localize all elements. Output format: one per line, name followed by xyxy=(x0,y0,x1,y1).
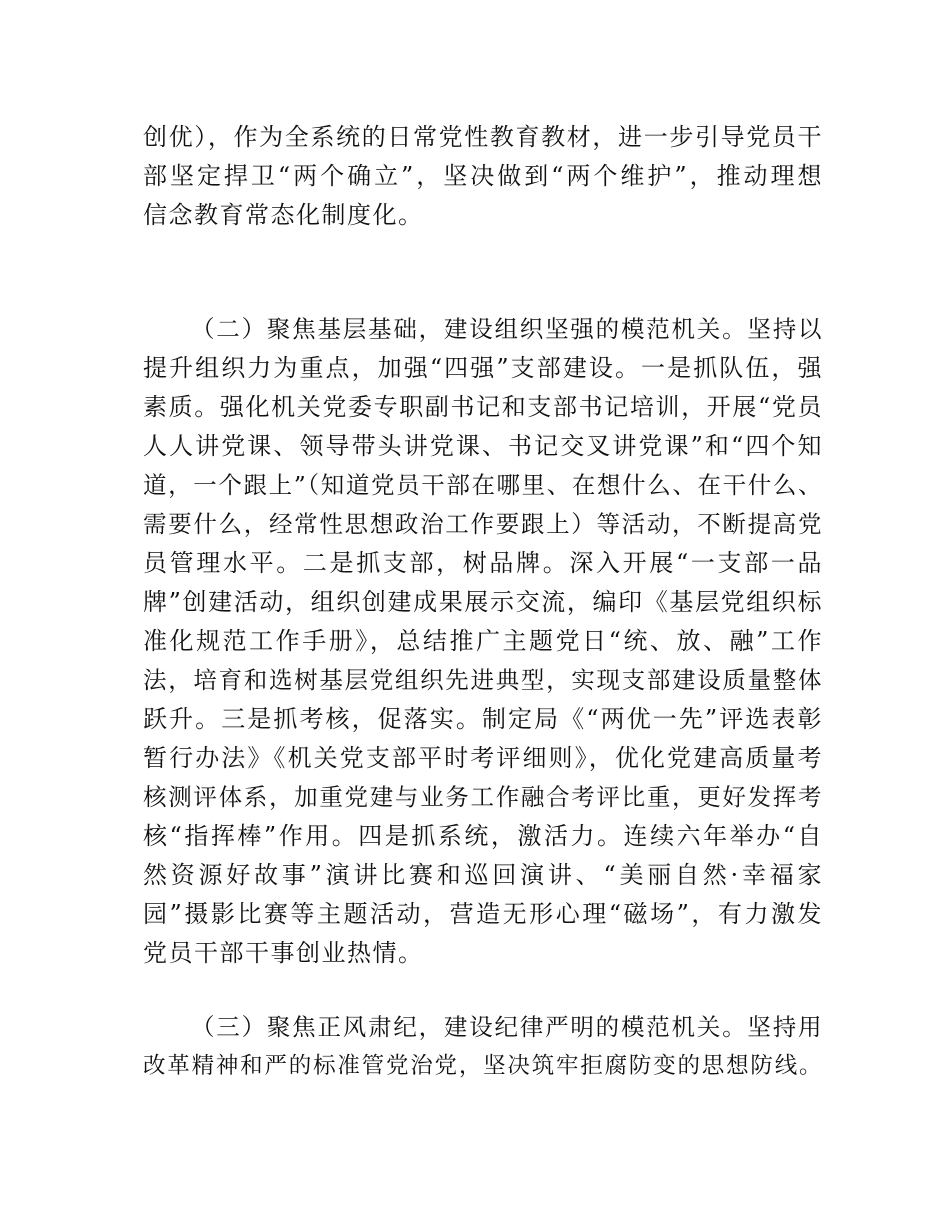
paragraph-3 xyxy=(143,1008,823,1086)
text-line: 道，一个跟上”（知道党员干部在哪里、在想什么、在干什么、 xyxy=(143,471,823,499)
text-line: 跃升。三是抓考核，促落实。制定局《“两优一先”评选表彰 xyxy=(143,705,823,733)
text-line: 需要什么，经常性思想政治工作要跟上）等活动，不断提高党 xyxy=(143,510,823,538)
text-line: 创优），作为全系统的日常党性教育教材，进一步引导党员干 xyxy=(143,123,823,151)
text-line: 园”摄影比赛等主题活动，营造无形心理“磁场”，有力激发 xyxy=(143,900,823,928)
text-line: 法，培育和选树基层党组织先进典型，实现支部建设质量整体 xyxy=(143,666,823,694)
paragraph-1 xyxy=(143,118,823,235)
text-line: 信念教育常态化制度化。 xyxy=(143,201,424,229)
text-line: 核“指挥棒”作用。四是抓系统，激活力。连续六年举办“自 xyxy=(143,822,823,850)
text-line: （二）聚焦基层基础，建设组织坚强的模范机关。坚持以 xyxy=(191,315,823,343)
text-line: 员管理水平。二是抓支部，树品牌。深入开展“一支部一品 xyxy=(143,549,823,577)
text-line: 党员干部干事创业热情。 xyxy=(143,939,424,967)
text-line: 部坚定捍卫“两个确立”，坚决做到“两个维护”，推动理想 xyxy=(143,162,823,190)
text-line: 牌”创建活动，组织创建成果展示交流，编印《基层党组织标 xyxy=(143,588,823,616)
paragraph-2 xyxy=(143,310,823,973)
text-line: 然资源好故事”演讲比赛和巡回演讲、“美丽自然·幸福家 xyxy=(143,861,823,889)
text-line: （三）聚焦正风肃纪，建设纪律严明的模范机关。坚持用 xyxy=(191,1013,823,1041)
text-line: 改革精神和严的标准管党治党，坚决筑牢拒腐防变的思想防线。 xyxy=(143,1053,823,1079)
text-line: 素质。强化机关党委专职副书记和支部书记培训，开展“党员 xyxy=(143,393,823,421)
text-line: 提升组织力为重点，加强“四强”支部建设。一是抓队伍，强 xyxy=(143,354,823,382)
text-line: 暂行办法》《机关党支部平时考评细则》，优化党建高质量考 xyxy=(143,744,823,772)
text-line: 核测评体系，加重党建与业务工作融合考评比重，更好发挥考 xyxy=(143,783,823,811)
text-line: 人人讲党课、领导带头讲党课、书记交叉讲党课”和“四个知 xyxy=(143,432,823,460)
text-line: 准化规范工作手册》，总结推广主题党日“统、放、融”工作 xyxy=(143,627,823,655)
